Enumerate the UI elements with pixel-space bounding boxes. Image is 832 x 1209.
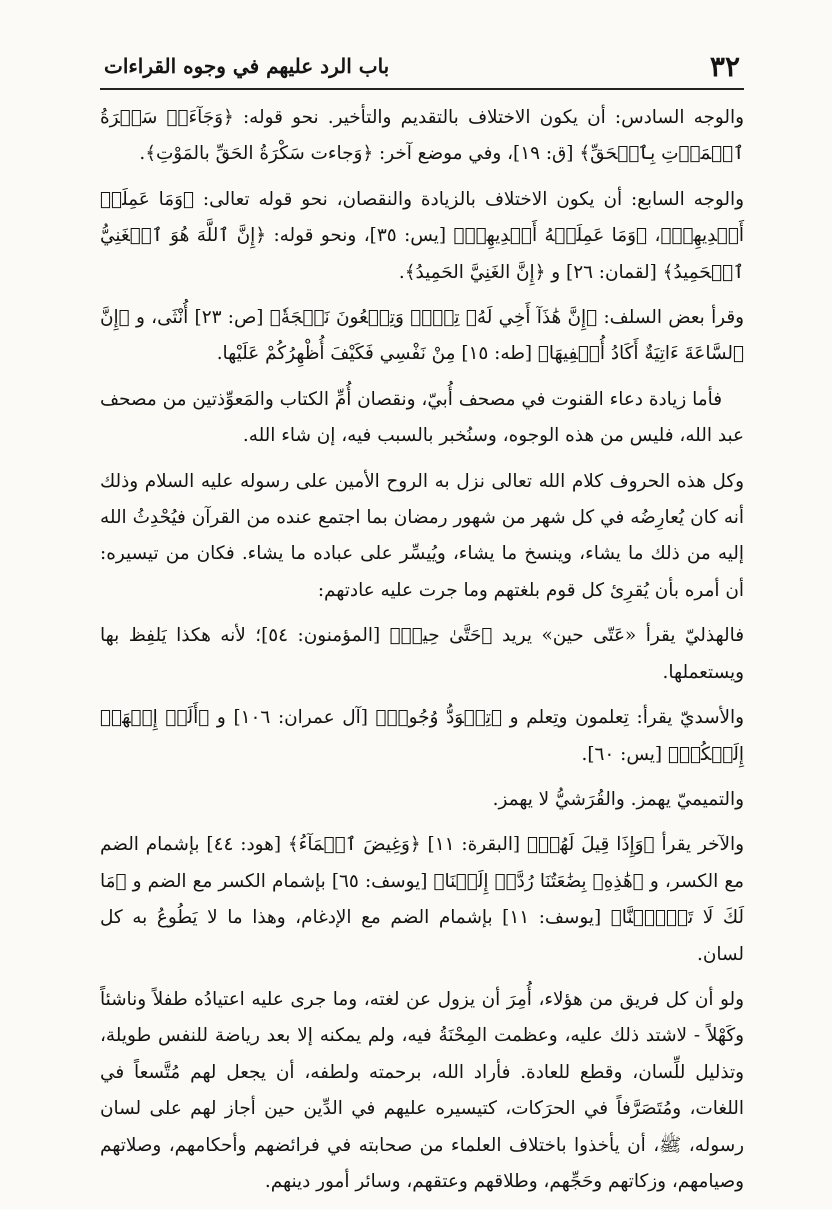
paragraph-seventh-aspect: والوجه السابع: أن يكون الاختلاف بالزيادة والنقصان، نحو قوله تعالى: ﴿وَمَا عَمِلَتۡ أَيۡدِيهِمۡ﴾، ﴿وَمَا عَمِلَتۡهُ أَيۡدِيهِمۡ﴾ [يس: ٣٥]، ونحو قوله: ﴿إِنَّ ٱللَّهَ هُوَ ٱلۡغَنِيُّ ٱلۡحَمِيدُ﴾ [لقمان: ٢٦] و ﴿إِنَّ الغَنِيَّ الحَمِيدُ﴾. [100,188,744,283]
paragraph-ishmam: والآخر يقرأ ﴿وَإِذَا قِيلَ لَهُمۡ﴾ [البقرة: ١١] ﴿وَغِيضَ ٱلۡمَآءُ﴾ [هود: ٤٤] بإشمام الضم مع الكسر، و ﴿هَٰذِهِۦ بِضَٰعَتُنَا رُدَّتۡ إِلَيۡنَا﴾ [يوسف: ٦٥] بإشمام الكسر مع الضم و ﴿مَا لَكَ لَا تَأۡمَ۫نَّا﴾ [يوسف: ١١] بإشمام الضم مع الإدغام، وهذا ما لا يَطُوعُ به كل لسان. [100,834,744,965]
header-divider [100,88,744,90]
paragraph-sixth-aspect: والوجه السادس: أن يكون الاختلاف بالتقديم والتأخير. نحو قوله: ﴿وَجَآءَتۡ سَكۡرَةُ ٱلۡمَوۡتِ بِٱلۡحَقِّ﴾ [ق: ١٩]، وفي موضع آخر: ﴿وَجاءت سَكْرَةُ الحَقِّ بالمَوْتِ﴾. [100,107,744,165]
paragraph-salaf-reading: وقرأ بعض السلف: ﴿إِنَّ هَٰذَآ أَخِي لَهُۥ تِسۡعٞ وَتِسۡعُونَ نَعۡجَةٗ﴾ [ص: ٢٣] أُنْثَى، و ﴿إِنَّ ٱلسَّاعَةَ ءَاتِيَةٌ أَكَادُ أُخۡفِيهَا﴾ [طه: ١٥] مِنْ نَفْسِي فَكَيْفَ أُظْهِرُكُمْ عَلَيْها. [100,307,745,365]
paragraph-hudhali: فالهذليّ يقرأ «عَتّى حين» يريد ﴿حَتَّىٰ حِينٖ﴾ [المؤمنون: ٥٤]؛ لأنه هكذا يَلفِظ بها ويستعملها. [100,625,744,683]
page-number: ٣٢ [709,49,740,83]
running-title: باب الرد عليهم في وجوه القراءات [104,54,390,78]
paragraph-conclusion: ولو أن كل فريق من هؤلاء، أُمِرَ أن يزول عن لغته، وما جرى عليه اعتيادُه طفلاً وناشئاً وكَهْلاً - لاشتد ذلك عليه، وعظمت المِحْنَةُ فيه، ولم يمكنه إلا بعد رياضة للنفس طويلة، وتذليل للِّسان، وقطع للعادة. فأراد الله، برحمته ولطفه، أن يجعل لهم مُتَّسعاً في اللغات، ومُتَصَرَّفاً في الحرَكات، كتيسيره عليهم في الدِّين حين أجاز لهم على لسان رسوله، ﷺ، أن يأخذوا باختلاف العلماء من صحابته في فرائضهم وأحكامهم، وصلاتهم وصيامهم، وزكاتهم وحَجِّهم، وطلاقهم وعتقهم، وسائر أمور دينهم. [100,988,744,1192]
paragraph-qunut: فأما زيادة دعاء القنوت في مصحف أُبيّ، ونقصان أُمِّ الكتاب والمَعوِّذتين من مصحف عبد الله، فليس من هذه الوجوه، وسنُخبر بالسبب فيه، إن شاء الله. [100,388,744,447]
page-header [100,46,744,86]
paragraph-revelation: وكل هذه الحروف كلام الله تعالى نزل به الروح الأمين على رسوله عليه السلام وذلك أنه كان يُعارِضُه في كل شهر من شهور رمضان بما اجتمع عنده من القرآن فيُحْدِثُ الله إليه من ذلك ما يشاء، وينسخ ما يشاء، ويُيسِّر على عباده ما يشاء. فكان من تيسيره: أن أمره بأن يُقرِئ كل قوم بلغتهم وما جرت عليه عادتهم: [100,470,744,601]
paragraph-tamimi: والتميميّ يهمز. والقُرَشيُّ لا يهمز. [492,788,744,810]
paragraph-asadi: والأسديّ يقرأ: تِعلمون وتِعلم و ﴿تِسۡوَدُّ وُجُوهٞ﴾ [آل عمران: ١٠٦] و ﴿أَلَمۡ إِعۡهَدۡ إِلَيۡكُمۡ﴾ [يس: ٦٠]. [100,707,744,765]
page-body [100,100,744,1209]
